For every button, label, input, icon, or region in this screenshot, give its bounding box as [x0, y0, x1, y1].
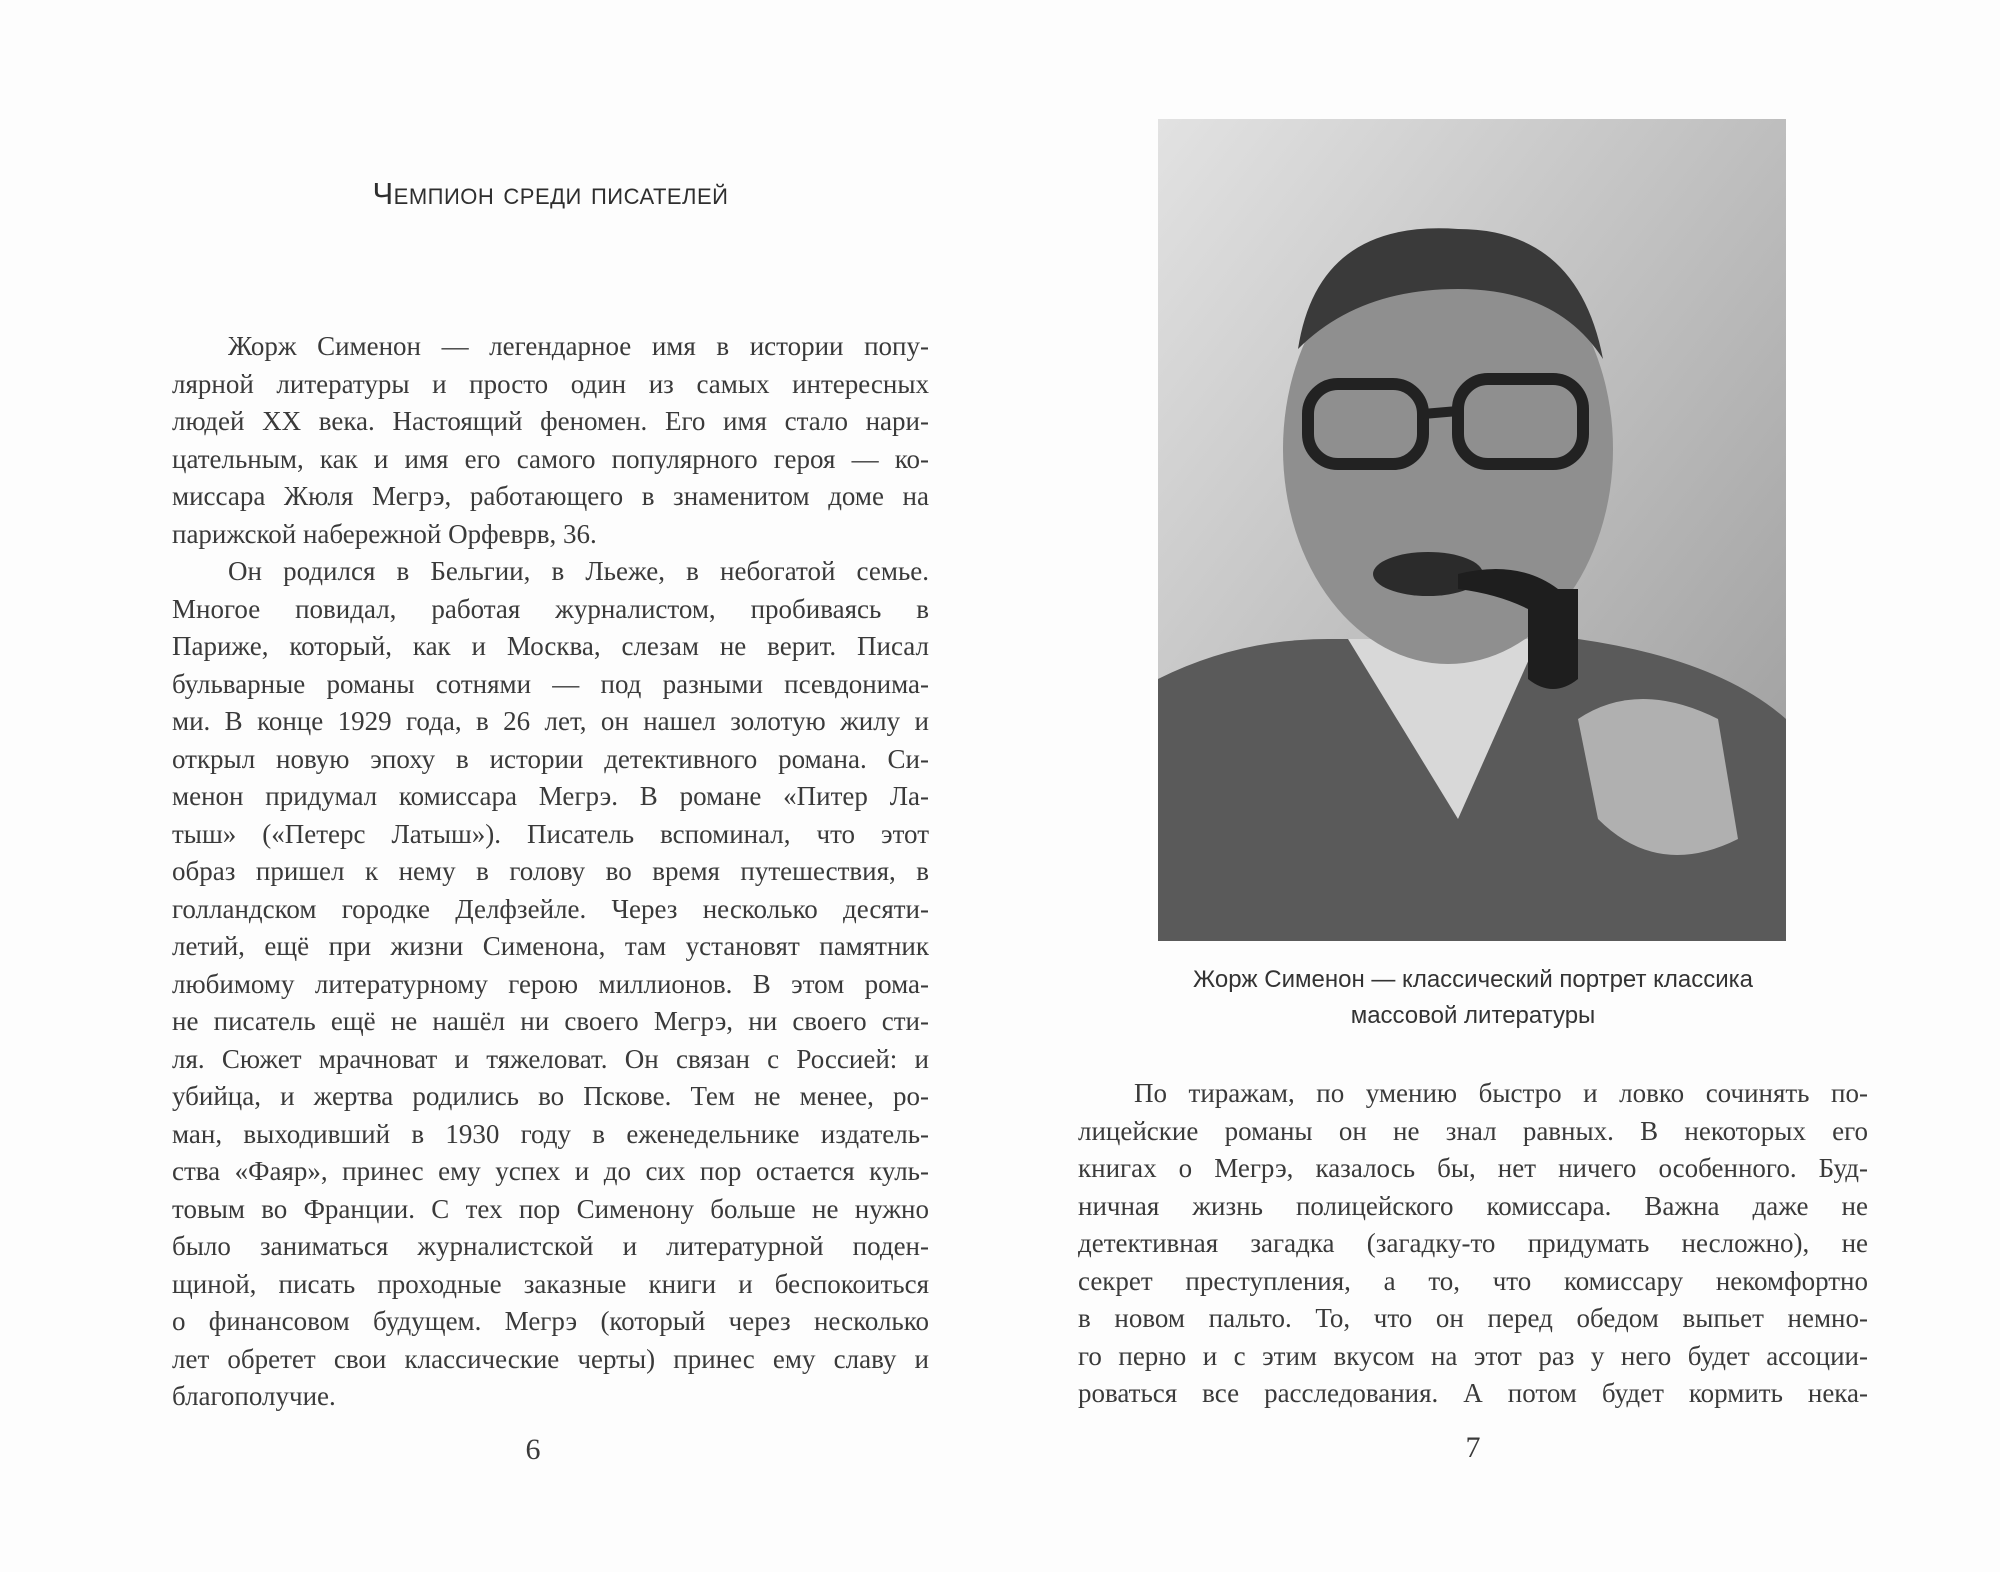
text-line: щиной, писать проходные заказные книги и беспокоиться [172, 1268, 929, 1299]
text-line: благополучие. [172, 1381, 336, 1411]
text-line: книгах о Мегрэ, казалось бы, нет ничего особенного. Буд- [1078, 1153, 1868, 1183]
text-line: бульварные романы сотнями — под разными псевдонима- [172, 668, 929, 699]
text-line: лет обретет свои классические черты) принес ему славу и [172, 1343, 929, 1374]
text-line: о финансовом будущем. Мегрэ (который через несколько [172, 1306, 929, 1336]
photo-caption [1130, 962, 1816, 1034]
left-page-text [172, 328, 929, 1416]
text-line: лицейские романы он не знал равных. В некоторых его [1078, 1115, 1868, 1146]
text-line: Жорж Сименон — легендарное имя в истории попу- [228, 331, 929, 361]
text-line: менон придумал комиссара Мегрэ. В романе «Питер Ла- [172, 781, 929, 811]
text-line: лярной литературы и просто один из самых интересных [172, 368, 929, 399]
text-line: роваться все расследования. А потом будет кормить нека- [1078, 1378, 1868, 1408]
text-line: открыл новую эпоху в истории детективного романа. Си- [172, 743, 929, 774]
text-line: тыш» («Петерс Латыш»). Писатель вспоминал, что этот [172, 818, 929, 849]
right-page-text [1078, 1075, 1868, 1413]
text-line: товым во Франции. С тех пор Сименону больше не нужно [172, 1193, 929, 1224]
chapter-title: Чемпион среди писателей [372, 176, 729, 211]
text-line: ми. В конце 1929 года, в 26 лет, он нашел золотую жилу и [172, 706, 929, 736]
text-line: убийца, и жертва родились во Пскове. Тем не менее, ро- [172, 1081, 929, 1111]
text-line: не писатель ещё не нашёл ни своего Мегрэ, ни своего сти- [172, 1006, 929, 1036]
text-line: ман, выходивший в 1930 году в еженедельнике издатель- [172, 1118, 929, 1149]
text-line: Он родился в Бельгии, в Льеже, в небогатой семье. [228, 556, 929, 586]
text-line: летий, ещё при жизни Сименона, там установят памятник [172, 931, 929, 961]
text-line: Многое повидал, работая журналистом, пробиваясь в [172, 593, 929, 624]
text-line: ства «Фаяр», принес ему успех и до сих пор остается куль- [172, 1156, 929, 1186]
text-line: секрет преступления, а то, что комиссару некомфортно [1078, 1265, 1868, 1296]
text-line: образ пришел к нему в голову во время путешествия, в [172, 856, 929, 886]
text-line: людей XX века. Настоящий феномен. Его имя стало нари- [172, 406, 929, 436]
text-line: Париже, который, как и Москва, слезам не верит. Писал [172, 631, 929, 661]
text-line: По тиражам, по умению быстро и ловко сочинять по- [1134, 1078, 1868, 1108]
photo-caption-line: массовой литературы [1350, 1002, 1596, 1029]
page-number-right: 7 [1465, 1431, 1481, 1464]
text-line: ля. Сюжет мрачноват и тяжеловат. Он связан с Россией: и [172, 1043, 929, 1074]
text-line: детективная загадка (загадку-то придумать несложно), не [1078, 1228, 1868, 1258]
portrait-photo [1158, 119, 1786, 941]
text-line: голландском городке Делфзейле. Через несколько десяти- [172, 893, 929, 924]
text-line: в новом пальто. То, что он перед обедом выпьет немно- [1078, 1303, 1868, 1333]
text-line: ничная жизнь полицейского комиссара. Важна даже не [1078, 1190, 1868, 1221]
text-line: цательным, как и имя его самого популярного героя — ко- [172, 443, 929, 474]
text-line: было заниматься журналистской и литературной поден- [172, 1231, 929, 1261]
page-number-left: 6 [525, 1433, 541, 1466]
text-line: парижской набережной Орфеврв, 36. [172, 518, 597, 549]
photo-caption-line: Жорж Сименон — классический портрет классика [1192, 966, 1754, 993]
text-line: любимому литературному герою миллионов. В этом рома- [172, 968, 929, 999]
text-line: миссара Жюля Мегрэ, работающего в знаменитом доме на [172, 481, 929, 511]
text-line: го перно и с этим вкусом на этот раз у него будет ассоции- [1078, 1340, 1868, 1371]
